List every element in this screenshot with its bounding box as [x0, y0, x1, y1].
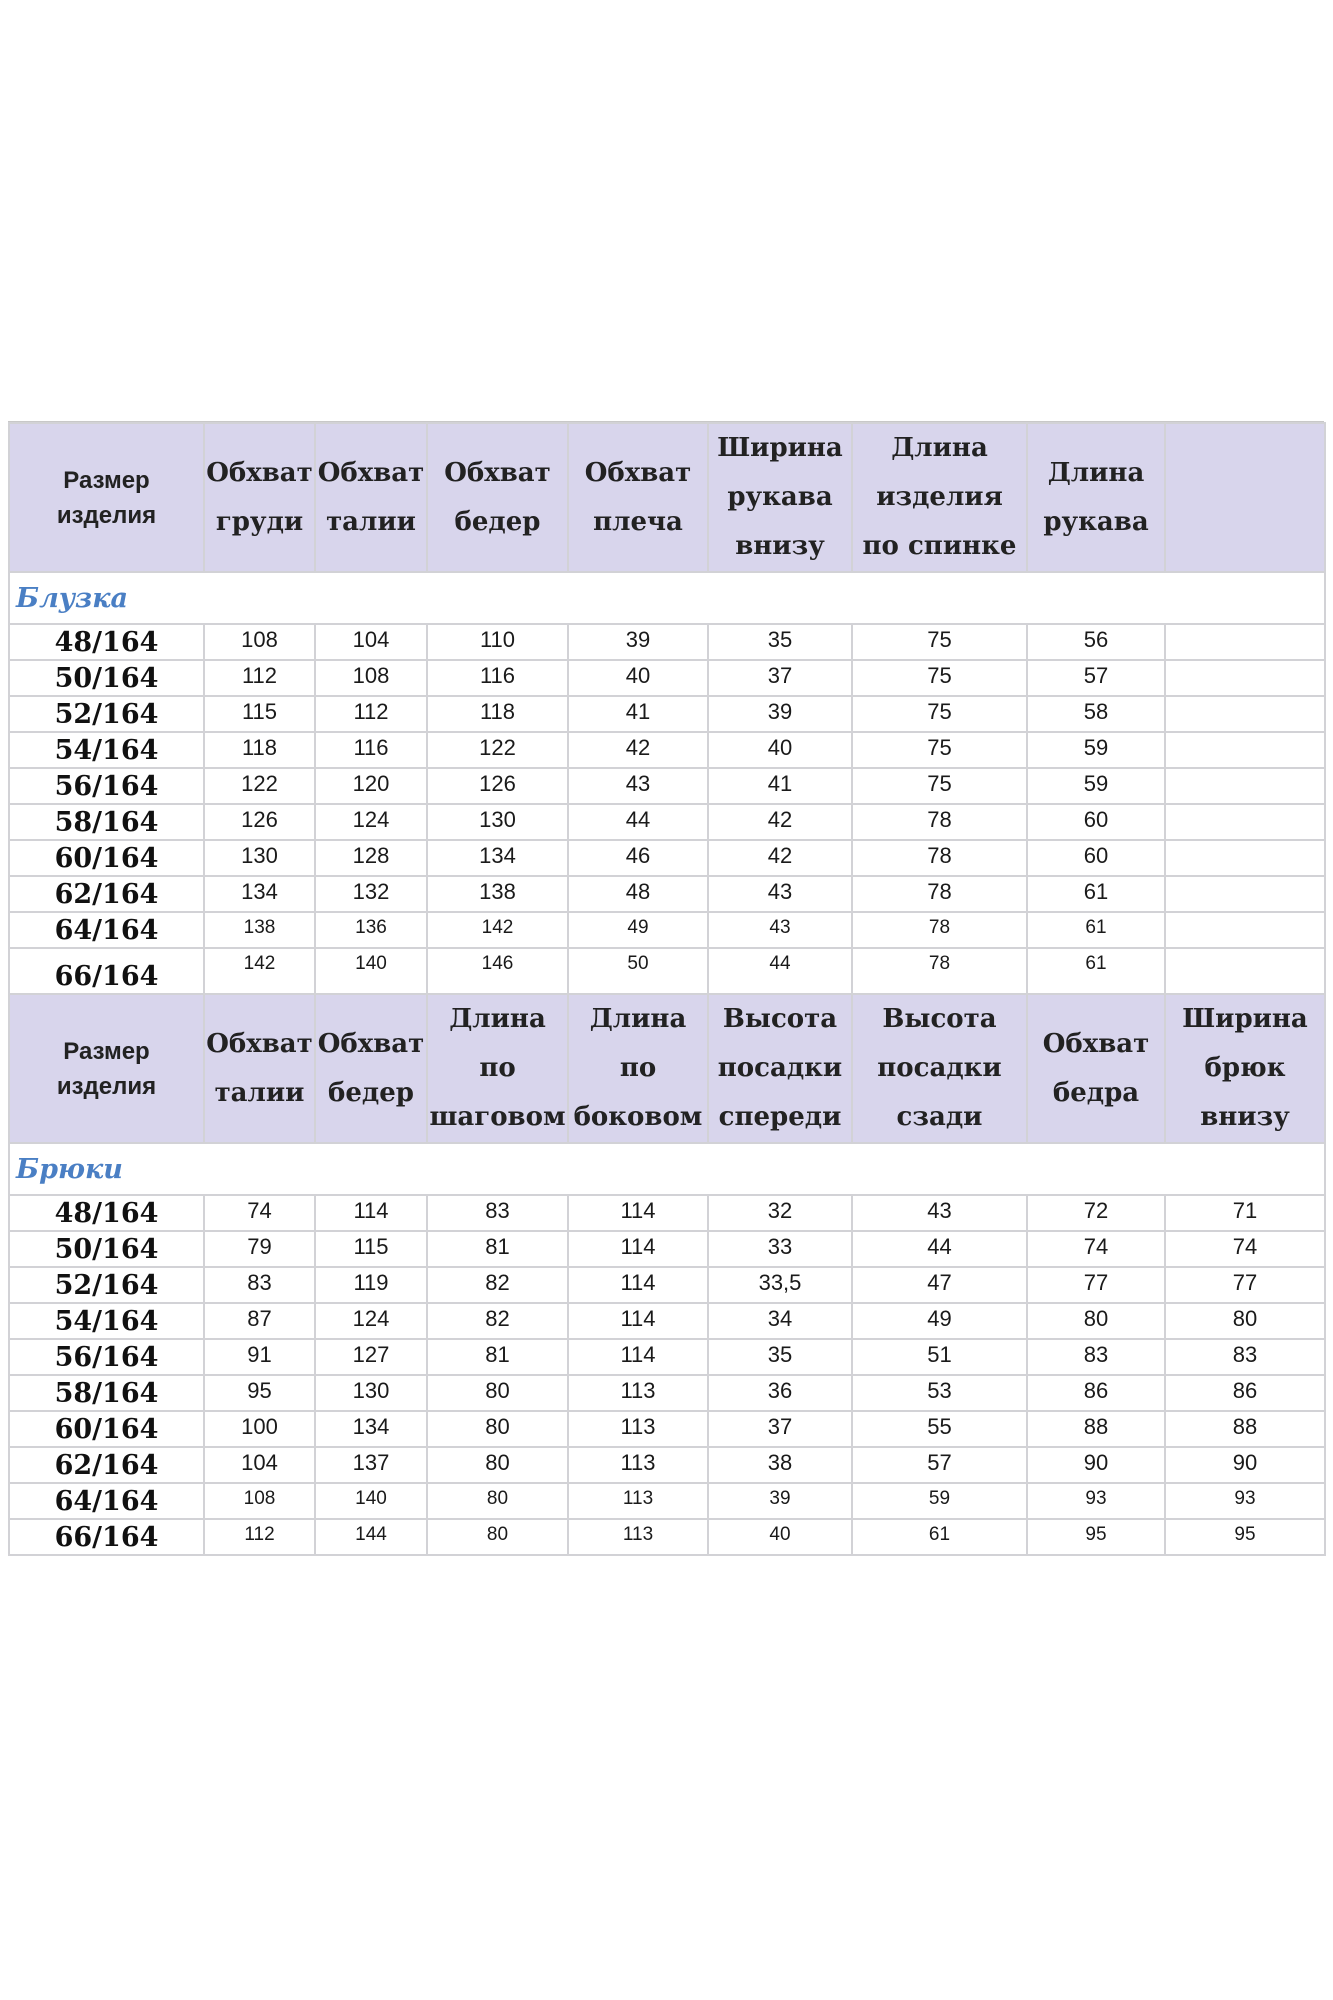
trousers-column-header [1027, 994, 1165, 1143]
trousers-section-row [9, 1143, 1325, 1195]
table-cell: 120 [315, 768, 427, 804]
column-header-line: сзади [896, 1102, 983, 1132]
blouse-column-header [708, 423, 852, 572]
table-cell: 83 [204, 1267, 315, 1303]
column-header-line: по [479, 1053, 516, 1083]
column-header-line: плеча [593, 506, 683, 537]
table-cell: 50 [568, 948, 708, 994]
table-cell: 41 [708, 768, 852, 804]
table-cell: 81 [427, 1339, 568, 1375]
trousers-section-title: Брюки [9, 1143, 1325, 1195]
blouse-section-title: Блузка [9, 572, 1325, 624]
size-label: 52/164 [9, 696, 204, 732]
size-label: 62/164 [9, 876, 204, 912]
size-label: 48/164 [9, 624, 204, 660]
table-cell: 75 [852, 732, 1027, 768]
table-cell: 35 [708, 1339, 852, 1375]
table-cell: 80 [1027, 1303, 1165, 1339]
table-cell: 126 [204, 804, 315, 840]
blouse-section-row [9, 572, 1325, 624]
column-header-line: внизу [1200, 1102, 1290, 1132]
column-header-line: Длина [589, 1004, 687, 1034]
blouse-column-header [204, 423, 315, 572]
table-row [9, 696, 1325, 732]
table-row [9, 1231, 1325, 1267]
column-header-line: Высота [722, 1004, 838, 1034]
table-cell: 42 [568, 732, 708, 768]
table-cell: 91 [204, 1339, 315, 1375]
table-cell: 110 [427, 624, 568, 660]
table-cell: 39 [708, 1483, 852, 1519]
table-cell: 32 [708, 1195, 852, 1231]
table-cell: 61 [852, 1519, 1027, 1555]
table-cell: 142 [427, 912, 568, 948]
trousers-column-header [9, 994, 204, 1143]
table-cell: 138 [427, 876, 568, 912]
table-row [9, 732, 1325, 768]
table-cell: 90 [1027, 1447, 1165, 1483]
table-row [9, 1339, 1325, 1375]
table-cell: 79 [204, 1231, 315, 1267]
size-label: 52/164 [9, 1267, 204, 1303]
column-header-line: бедер [328, 1077, 414, 1108]
table-cell [1165, 804, 1325, 840]
table-cell: 59 [852, 1483, 1027, 1519]
table-cell: 42 [708, 804, 852, 840]
table-cell: 77 [1027, 1267, 1165, 1303]
table-cell: 40 [708, 732, 852, 768]
column-header-line: Длина [891, 433, 988, 463]
table-cell: 33 [708, 1231, 852, 1267]
table-cell: 130 [204, 840, 315, 876]
table-cell: 137 [315, 1447, 427, 1483]
table-row [9, 660, 1325, 696]
size-label: 62/164 [9, 1447, 204, 1483]
table-cell: 112 [315, 696, 427, 732]
table-cell [1165, 768, 1325, 804]
size-label: 48/164 [9, 1195, 204, 1231]
blouse-column-header [1165, 423, 1325, 572]
table-cell: 104 [315, 624, 427, 660]
table-cell: 86 [1027, 1375, 1165, 1411]
table-cell: 61 [1027, 912, 1165, 948]
table-row [9, 624, 1325, 660]
size-label: 66/164 [9, 948, 204, 994]
table-cell: 57 [852, 1447, 1027, 1483]
size-label: 50/164 [9, 660, 204, 696]
table-cell: 119 [315, 1267, 427, 1303]
trousers-column-header [427, 994, 568, 1143]
column-header-line: шаговом [429, 1102, 566, 1132]
column-header-line: рукава [727, 482, 833, 512]
table-cell: 126 [427, 768, 568, 804]
column-header-line: спереди [718, 1102, 842, 1132]
blouse-column-header [9, 423, 204, 572]
table-row [9, 1195, 1325, 1231]
table-cell: 104 [204, 1447, 315, 1483]
column-header-line: Обхват [317, 1028, 425, 1059]
column-header-line: бедра [1052, 1077, 1140, 1108]
size-chart [8, 421, 1324, 1556]
size-label: 64/164 [9, 912, 204, 948]
table-cell: 114 [568, 1267, 708, 1303]
size-label: 56/164 [9, 768, 204, 804]
trousers-column-header [708, 994, 852, 1143]
size-table-body [9, 423, 1325, 1555]
table-cell: 93 [1027, 1483, 1165, 1519]
table-cell: 37 [708, 660, 852, 696]
table-cell: 43 [852, 1195, 1027, 1231]
table-cell: 80 [1165, 1303, 1325, 1339]
column-header-line: Обхват [1042, 1028, 1150, 1059]
table-cell: 37 [708, 1411, 852, 1447]
column-header-line: Обхват [584, 457, 692, 488]
column-header-line: по спинке [862, 531, 1017, 561]
table-cell: 127 [315, 1339, 427, 1375]
column-header-line: Обхват [206, 1028, 313, 1059]
table-cell: 115 [315, 1231, 427, 1267]
table-cell: 95 [204, 1375, 315, 1411]
table-cell: 134 [427, 840, 568, 876]
column-header-line: Обхват [444, 457, 551, 488]
table-cell: 72 [1027, 1195, 1165, 1231]
size-label: 54/164 [9, 1303, 204, 1339]
size-label: 60/164 [9, 840, 204, 876]
table-cell: 95 [1165, 1519, 1325, 1555]
column-header-line: Обхват [206, 457, 313, 488]
blouse-column-header [315, 423, 427, 572]
table-cell: 78 [852, 876, 1027, 912]
table-cell: 88 [1027, 1411, 1165, 1447]
size-label: 58/164 [9, 804, 204, 840]
column-header-line: груди [215, 506, 304, 537]
table-cell [1165, 840, 1325, 876]
table-row [9, 948, 1325, 994]
table-cell: 75 [852, 696, 1027, 732]
table-cell: 114 [568, 1231, 708, 1267]
size-table [8, 422, 1326, 1556]
table-row [9, 1267, 1325, 1303]
table-cell: 78 [852, 804, 1027, 840]
column-header-line: Длина [449, 1004, 546, 1034]
table-cell: 108 [204, 624, 315, 660]
column-header-line: Ширина [1182, 1004, 1308, 1034]
table-cell: 51 [852, 1339, 1027, 1375]
table-cell: 136 [315, 912, 427, 948]
table-cell: 122 [204, 768, 315, 804]
table-cell: 134 [204, 876, 315, 912]
trousers-header-row [9, 994, 1325, 1143]
table-cell: 48 [568, 876, 708, 912]
table-row [9, 912, 1325, 948]
table-cell: 100 [204, 1411, 315, 1447]
size-label: 66/164 [9, 1519, 204, 1555]
table-cell: 114 [568, 1195, 708, 1231]
table-cell: 144 [315, 1519, 427, 1555]
table-row [9, 1519, 1325, 1555]
table-cell: 41 [568, 696, 708, 732]
column-header-line: внизу [735, 531, 825, 561]
table-cell: 38 [708, 1447, 852, 1483]
table-cell [1165, 912, 1325, 948]
table-cell: 40 [568, 660, 708, 696]
table-cell: 78 [852, 912, 1027, 948]
table-cell: 74 [1165, 1231, 1325, 1267]
table-cell: 59 [1027, 732, 1165, 768]
column-header-line: изделия [56, 1072, 157, 1100]
table-cell: 75 [852, 624, 1027, 660]
column-header-line: Высота [882, 1004, 997, 1034]
table-cell: 113 [568, 1519, 708, 1555]
table-cell: 134 [315, 1411, 427, 1447]
table-cell: 53 [852, 1375, 1027, 1411]
column-header-line: талии [326, 506, 416, 537]
table-row [9, 1411, 1325, 1447]
table-cell: 93 [1165, 1483, 1325, 1519]
table-cell: 83 [427, 1195, 568, 1231]
table-cell: 82 [427, 1303, 568, 1339]
table-cell: 40 [708, 1519, 852, 1555]
table-cell: 83 [1027, 1339, 1165, 1375]
size-label: 56/164 [9, 1339, 204, 1375]
table-cell: 112 [204, 1519, 315, 1555]
size-label: 54/164 [9, 732, 204, 768]
table-cell: 46 [568, 840, 708, 876]
table-cell: 86 [1165, 1375, 1325, 1411]
blouse-column-header [852, 423, 1027, 572]
table-row [9, 840, 1325, 876]
table-cell: 124 [315, 1303, 427, 1339]
trousers-column-header [315, 994, 427, 1143]
table-cell: 39 [708, 696, 852, 732]
table-cell: 39 [568, 624, 708, 660]
column-header-line: посадки [877, 1053, 1002, 1083]
table-cell: 78 [852, 840, 1027, 876]
table-cell: 80 [427, 1375, 568, 1411]
table-cell: 74 [204, 1195, 315, 1231]
size-label: 60/164 [9, 1411, 204, 1447]
table-cell [1165, 624, 1325, 660]
table-cell: 87 [204, 1303, 315, 1339]
table-cell [1165, 732, 1325, 768]
table-cell: 44 [708, 948, 852, 994]
column-header-line: Длина [1047, 457, 1145, 488]
blouse-column-header [1027, 423, 1165, 572]
column-header-line: бедер [454, 506, 541, 537]
column-header-line: талии [214, 1077, 305, 1108]
column-header-line: Обхват [317, 457, 425, 488]
table-cell: 88 [1165, 1411, 1325, 1447]
table-cell: 142 [204, 948, 315, 994]
table-cell: 75 [852, 660, 1027, 696]
column-header-line: Размер [63, 466, 150, 494]
table-row [9, 1375, 1325, 1411]
table-cell: 113 [568, 1483, 708, 1519]
table-cell: 140 [315, 1483, 427, 1519]
table-cell: 115 [204, 696, 315, 732]
table-cell: 113 [568, 1375, 708, 1411]
table-cell: 36 [708, 1375, 852, 1411]
column-header-line: изделия [56, 501, 157, 529]
table-cell: 124 [315, 804, 427, 840]
table-cell: 82 [427, 1267, 568, 1303]
table-cell [1165, 696, 1325, 732]
table-row [9, 768, 1325, 804]
table-cell: 75 [852, 768, 1027, 804]
table-cell: 130 [315, 1375, 427, 1411]
table-cell: 80 [427, 1411, 568, 1447]
table-cell: 60 [1027, 840, 1165, 876]
table-cell: 44 [568, 804, 708, 840]
table-cell: 114 [315, 1195, 427, 1231]
column-header-line: боковом [573, 1102, 703, 1132]
table-cell: 132 [315, 876, 427, 912]
blouse-header-row [9, 423, 1325, 572]
blouse-column-header [568, 423, 708, 572]
table-row [9, 1483, 1325, 1519]
column-header-line: Размер [63, 1037, 150, 1065]
trousers-column-header [204, 994, 315, 1143]
table-cell: 78 [852, 948, 1027, 994]
trousers-column-header [568, 994, 708, 1143]
table-cell: 71 [1165, 1195, 1325, 1231]
table-cell: 128 [315, 840, 427, 876]
table-cell: 60 [1027, 804, 1165, 840]
table-cell [1165, 660, 1325, 696]
column-header-line: брюк [1204, 1053, 1286, 1083]
table-cell: 61 [1027, 948, 1165, 994]
table-cell: 138 [204, 912, 315, 948]
table-cell: 34 [708, 1303, 852, 1339]
table-cell: 43 [708, 912, 852, 948]
table-cell: 113 [568, 1411, 708, 1447]
trousers-column-header [852, 994, 1027, 1143]
table-cell: 77 [1165, 1267, 1325, 1303]
table-cell: 80 [427, 1519, 568, 1555]
table-cell: 108 [315, 660, 427, 696]
size-label: 50/164 [9, 1231, 204, 1267]
table-cell: 61 [1027, 876, 1165, 912]
column-header-line: рукава [1043, 506, 1149, 537]
table-cell: 108 [204, 1483, 315, 1519]
table-cell: 118 [427, 696, 568, 732]
size-label: 64/164 [9, 1483, 204, 1519]
table-cell: 83 [1165, 1339, 1325, 1375]
table-cell: 57 [1027, 660, 1165, 696]
table-cell: 114 [568, 1303, 708, 1339]
size-label: 58/164 [9, 1375, 204, 1411]
table-cell [1165, 876, 1325, 912]
table-cell: 49 [852, 1303, 1027, 1339]
table-cell: 90 [1165, 1447, 1325, 1483]
table-cell: 122 [427, 732, 568, 768]
table-cell: 130 [427, 804, 568, 840]
table-cell: 116 [427, 660, 568, 696]
column-header-line: по [619, 1053, 657, 1083]
table-cell: 47 [852, 1267, 1027, 1303]
table-cell: 56 [1027, 624, 1165, 660]
table-cell: 146 [427, 948, 568, 994]
table-cell: 59 [1027, 768, 1165, 804]
table-cell: 43 [568, 768, 708, 804]
table-cell: 140 [315, 948, 427, 994]
table-cell: 55 [852, 1411, 1027, 1447]
table-row [9, 804, 1325, 840]
column-header-line: изделия [876, 482, 1003, 512]
table-cell: 35 [708, 624, 852, 660]
blouse-column-header [427, 423, 568, 572]
column-header-line: Ширина [717, 433, 843, 463]
table-cell: 49 [568, 912, 708, 948]
table-cell: 43 [708, 876, 852, 912]
table-cell: 33,5 [708, 1267, 852, 1303]
table-cell: 114 [568, 1339, 708, 1375]
table-cell: 116 [315, 732, 427, 768]
table-cell: 118 [204, 732, 315, 768]
column-header-line: посадки [717, 1053, 843, 1083]
table-cell: 113 [568, 1447, 708, 1483]
table-cell [1165, 948, 1325, 994]
table-row [9, 1303, 1325, 1339]
table-cell: 80 [427, 1483, 568, 1519]
table-cell: 81 [427, 1231, 568, 1267]
table-cell: 58 [1027, 696, 1165, 732]
table-cell: 74 [1027, 1231, 1165, 1267]
table-cell: 42 [708, 840, 852, 876]
table-cell: 112 [204, 660, 315, 696]
table-row [9, 876, 1325, 912]
table-row [9, 1447, 1325, 1483]
table-cell: 80 [427, 1447, 568, 1483]
trousers-column-header [1165, 994, 1325, 1143]
table-cell: 95 [1027, 1519, 1165, 1555]
table-cell: 44 [852, 1231, 1027, 1267]
